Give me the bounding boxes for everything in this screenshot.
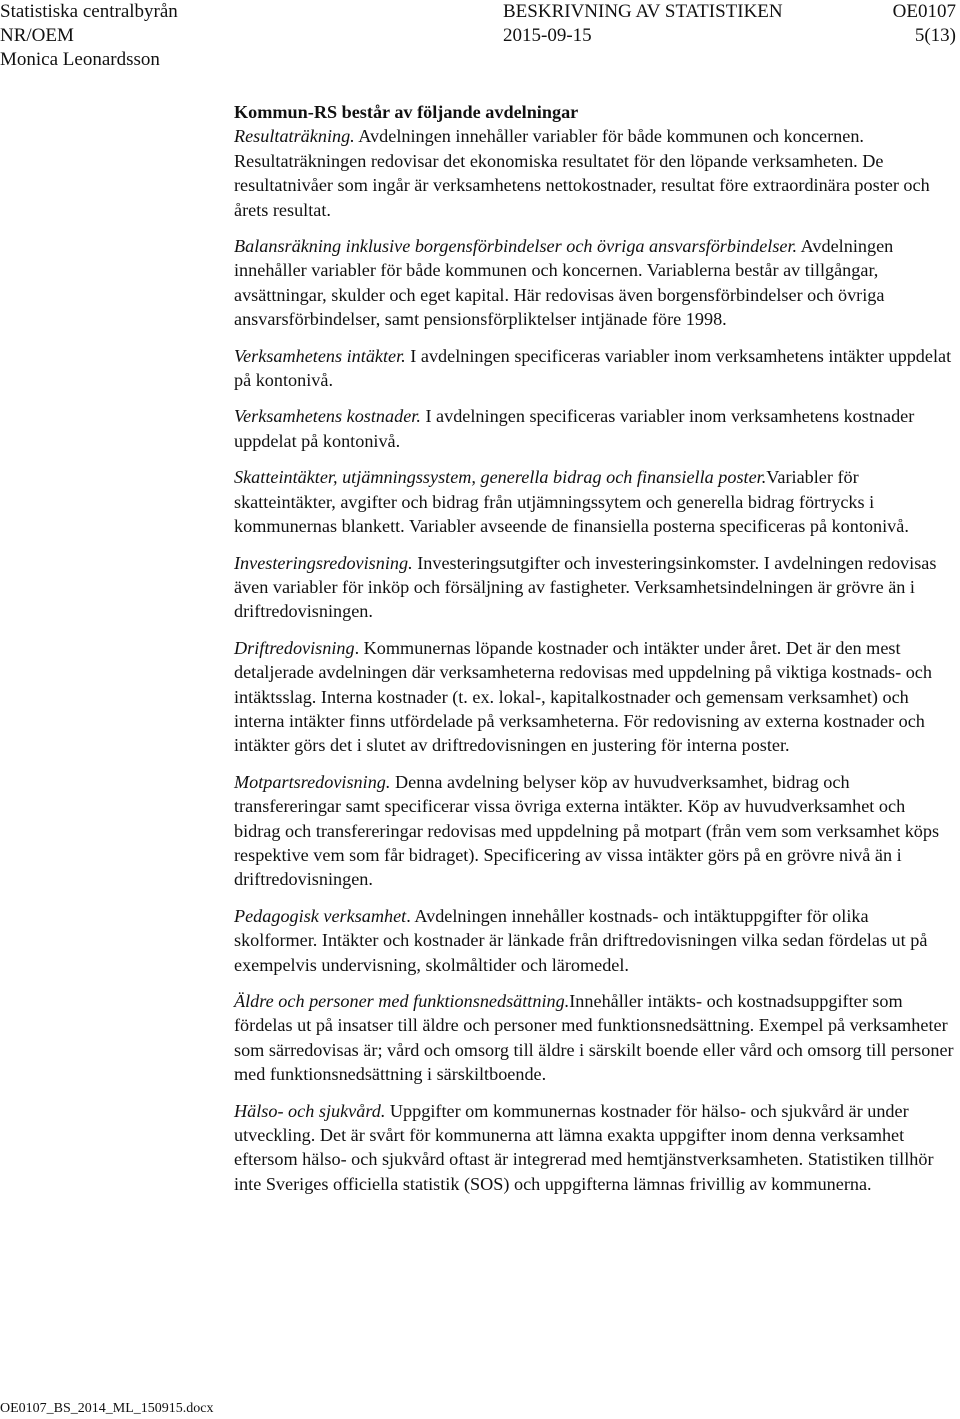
section-investeringsredovisning	[234, 551, 954, 624]
section-verksamhetens-kostnader	[234, 404, 954, 453]
header-page-number: 5(13)	[914, 25, 956, 46]
section-body: I avdelningen specificeras variabler inom verksamhetens intäkter uppdelat på kontonivå.	[234, 345, 952, 391]
section-title: Resultaträkning.	[234, 126, 355, 147]
section-body: Denna avdelning belyser köp av huvudverksamhet, bidrag och transfereringar samt specificerar vissa övriga externa intäkter. Köp av huvudverksamhet och bidrag och transfereringar redovisas med uppdelning på motpart (från vem som verksamhet köps respektive vem som får bidraget). Specificering av vissa intäkter görs på en grövre nivå än i driftredovisningen.	[234, 771, 940, 890]
section-body: I avdelningen specificeras variabler inom verksamhetens kostnader uppdelat på kontonivå.	[234, 406, 915, 451]
section-body: Innehåller intäkts- och kostnadsuppgifter som fördelas ut på insatser till äldre och personer med funktionsnedsättning. Exempel på verksamheter som särredovisas är; vård och omsorg till äldre i särskilt boende eller vård och omsorg till personer med funktionsnedsättning i särskiltboende.	[234, 991, 954, 1085]
header-author: Monica Leonardsson	[0, 49, 160, 70]
section-motpartsredovisning	[234, 770, 954, 892]
section-body: Avdelningen innehåller variabler för både kommunen och koncernen. Resultaträkningen redovisar det ekonomiska resultatet för den löpande verksamheten. De resultatnivåer som ingår är verksamhetens nettokostnader, resultat före extraordinära poster och årets resultat.	[234, 126, 930, 220]
section-heading: Kommun-RS består av följande avdelningar	[234, 102, 579, 122]
header-doc-code: OE0107	[892, 1, 956, 22]
section-title: Verksamhetens intäkter.	[234, 345, 406, 366]
section-halso-och-sjukvard	[234, 1099, 954, 1197]
section-skatteintakter	[234, 465, 954, 538]
section-title: Balansräkning inklusive borgensförbindelser och övriga ansvarsförbindelser.	[234, 236, 798, 257]
section-title: Hälso- och sjukvård.	[234, 1100, 386, 1121]
header-doc-type: BESKRIVNING AV STATISTIKEN	[503, 1, 783, 22]
section-body: . Kommunernas löpande kostnader och intäkter under året. Det är den mest detaljerade avdelningen där verksamheterna redovisas med uppdelning på viktiga kostnads- och intäktsslag. Interna kostnader (t. ex. lokal-, kapitalkostnader och gemensam verksamhet) och interna intäkter finns utfördelade på verksamheterna. För redovisning av externa kostnader och intäkter görs det i slutet av driftredovisningen en justering för interna poster.	[234, 637, 932, 756]
section-title: Skatteintäkter, utjämningssystem, generella bidrag och finansiella poster.	[234, 467, 767, 488]
section-body: Investeringsutgifter och investeringsinkomster. I avdelningen redovisas även variabler för inköp och försäljning av fastigheter. Verksamhetsindelningen är grövre än i driftredovisningen.	[234, 552, 937, 622]
section-pedagogisk-verksamhet	[234, 904, 954, 977]
section-title: Äldre och personer med funktionsnedsättning.	[234, 991, 570, 1011]
section-driftredovisning	[234, 636, 954, 758]
section-title: Investeringsredovisning.	[234, 552, 413, 573]
section-title: Motpartsredovisning.	[234, 771, 391, 792]
section-body: Uppgifter om kommunernas kostnader för hälso- och sjukvård är under utveckling. Det är svårt för kommunerna att lämna exakta uppgifter inom denna verksamhet eftersom hälso- och sjukvård oftast är integrerad med hemtjänstverksamheten. Statistiken tillhör inte Sveriges officiella statistik (SOS) och uppgifterna lämnas frivillig av kommunerna.	[234, 1100, 934, 1194]
section-aldre-och-personer	[234, 989, 954, 1087]
page-footer-filename: OE0107_BS_2014_ML_150915.docx	[0, 1401, 214, 1416]
page-header	[0, 0, 960, 80]
section-body: Avdelningen innehåller variabler för både kommunen och koncernen. Variablerna består av tillgångar, avsättningar, skulder och eget kapital. Här redovisas även borgensförbindelser och övriga ansvarsförbindelser, samt pensionsförpliktelser intjänade före 1998.	[234, 236, 894, 330]
section-body: Variabler för skatteintäkter, avgifter och bidrag från utjämningssytem och generella bidrag förtrycks i kommunernas blankett. Variabler avseende de finansiella posterna specificeras på kontonivå.	[234, 467, 909, 537]
section-title: Driftredovisning	[234, 637, 355, 658]
header-organization: Statistiska centralbyrån	[0, 1, 178, 22]
section-resultatrakning	[234, 124, 954, 222]
section-title: Verksamhetens kostnader.	[234, 406, 421, 427]
section-verksamhetens-intakter	[234, 344, 954, 393]
header-date: 2015-09-15	[503, 25, 592, 46]
document-body	[234, 100, 954, 1208]
header-department: NR/OEM	[0, 25, 74, 46]
header-row-1	[0, 0, 960, 24]
header-row-2	[0, 24, 960, 48]
section-title: Pedagogisk verksamhet	[234, 905, 407, 926]
section-body: . Avdelningen innehåller kostnads- och intäktuppgifter för olika skolformer. Intäkter och kostnader är länkade från driftredovisningen vilka sedan fördelas ut på exempelvis undervisning, skolmåltider och läromedel.	[234, 905, 928, 975]
section-balansrakning	[234, 234, 954, 332]
header-row-3	[0, 48, 960, 72]
